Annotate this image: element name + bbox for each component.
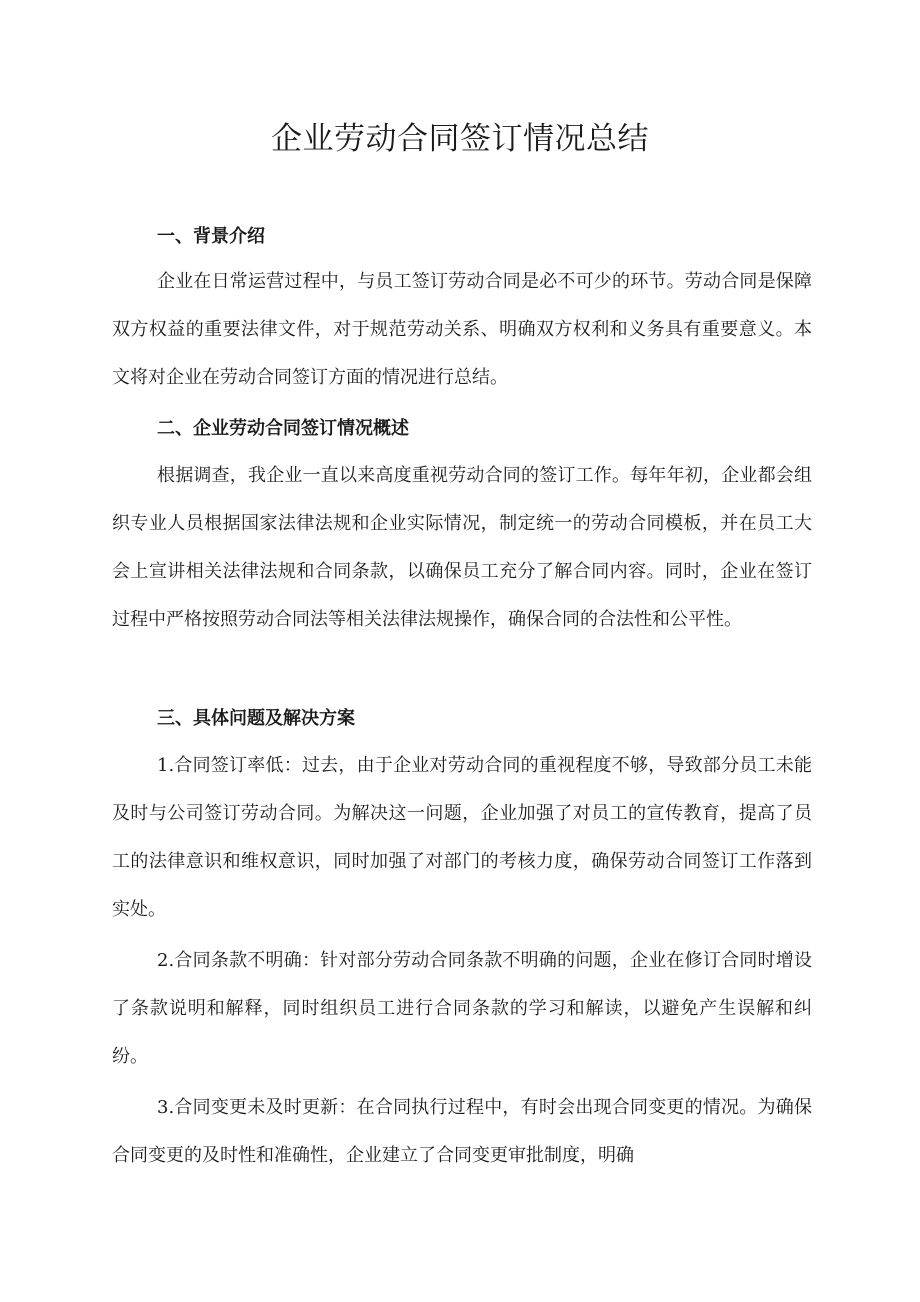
section-heading-background: 一、背景介绍 <box>157 226 265 247</box>
paragraph-problem-3: 3.合同变更未及时更新：在合同执行过程中，有时会出现合同变更的情况。为确保合同变更的及时性和准确性，企业建立了合同变更审批制度，明确 <box>112 1097 812 1166</box>
section-heading-problems: 三、具体问题及解决方案 <box>157 708 355 729</box>
paragraph-background: 企业在日常运营过程中，与员工签订劳动合同是必不可少的环节。劳动合同是保障双方权益的重要法律文件，对于规范劳动关系、明确双方权利和义务具有重要意义。本文将对企业在劳动合同签订方面的情况进行总结。 <box>112 271 812 388</box>
section-heading-overview: 二、企业劳动合同签订情况概述 <box>157 418 409 439</box>
paragraph-problem-2: 2.合同条款不明确：针对部分劳动合同条款不明确的问题，企业在修订合同时增设了条款说明和解释，同时组织员工进行合同条款的学习和解读，以避免产生误解和纠纷。 <box>112 950 812 1067</box>
document-title: 企业劳动合同签订情况总结 <box>271 121 649 157</box>
paragraph-overview: 根据调查，我企业一直以来高度重视劳动合同的签订工作。每年年初，企业都会组织专业人员根据国家法律法规和企业实际情况，制定统一的劳动合同模板，并在员工大会上宣讲相关法律法规和合同条款，以确保员工充分了解合同内容。同时，企业在签订过程中严格按照劳动合同法等相关法律法规操作，确保合同的合法性和公平性。 <box>112 465 812 630</box>
paragraph-problem-1: 1.合同签订率低：过去，由于企业对劳动合同的重视程度不够，导致部分员工未能及时与公司签订劳动合同。为解决这一问题，企业加强了对员工的宣传教育，提高了员工的法律意识和维权意识，同时加强了对部门的考核力度，确保劳动合同签订工作落到实处。 <box>112 755 812 920</box>
